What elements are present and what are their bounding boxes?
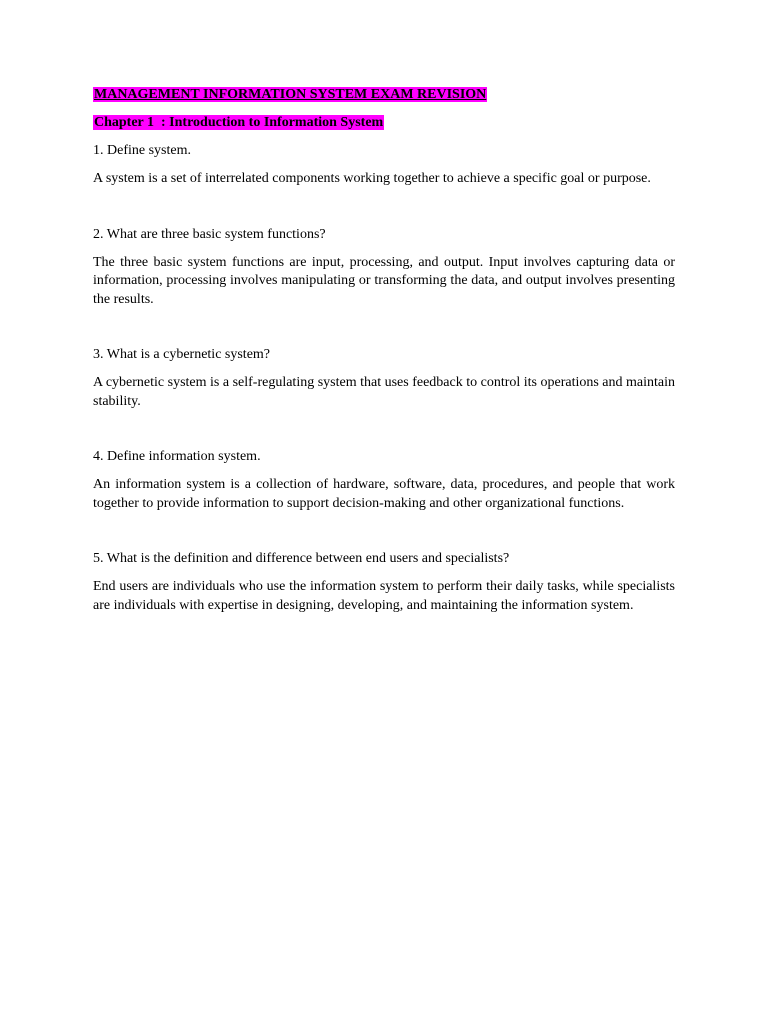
chapter-heading xyxy=(93,114,675,132)
answer-5: End users are individuals who use the information system to perform their daily tasks, while specialists are individuals with expertise in designing, developing, and maintaining the information system. xyxy=(93,579,675,613)
question-3: 3. What is a cybernetic system? xyxy=(93,347,271,362)
spacer xyxy=(93,189,675,216)
chapter-heading-text: Chapter 1 : Introduction to Information System xyxy=(94,115,384,130)
question-5: 5. What is the definition and difference between end users and specialists? xyxy=(93,551,510,566)
qa-item-2 xyxy=(93,226,675,310)
spacer xyxy=(93,411,675,438)
spacer xyxy=(93,309,675,336)
answer-3: A cybernetic system is a self-regulating system that uses feedback to control its operations and maintain stability. xyxy=(93,375,676,409)
qa-item-4 xyxy=(93,448,675,513)
document-title-text: MANAGEMENT INFORMATION SYSTEM EXAM REVISION xyxy=(94,87,487,102)
spacer xyxy=(93,513,675,540)
answer-4: An information system is a collection of hardware, software, data, procedures, and people that work together to provide information to support decision-making and other organizational functions. xyxy=(93,477,675,511)
answer-1: A system is a set of interrelated components working together to achieve a specific goal or purpose. xyxy=(93,171,651,186)
document-title xyxy=(93,86,675,104)
qa-item-5 xyxy=(93,550,675,615)
question-2: 2. What are three basic system functions? xyxy=(93,226,326,242)
qa-item-1 xyxy=(93,142,675,189)
question-4: 4. Define information system. xyxy=(93,449,261,464)
answer-2: The three basic system functions are input, processing, and output. Input involves capturing data or information, processing involves manipulating or transforming the data, and output involves presenting the results. xyxy=(93,254,675,307)
qa-item-3 xyxy=(93,346,675,411)
question-1: 1. Define system. xyxy=(93,143,191,158)
